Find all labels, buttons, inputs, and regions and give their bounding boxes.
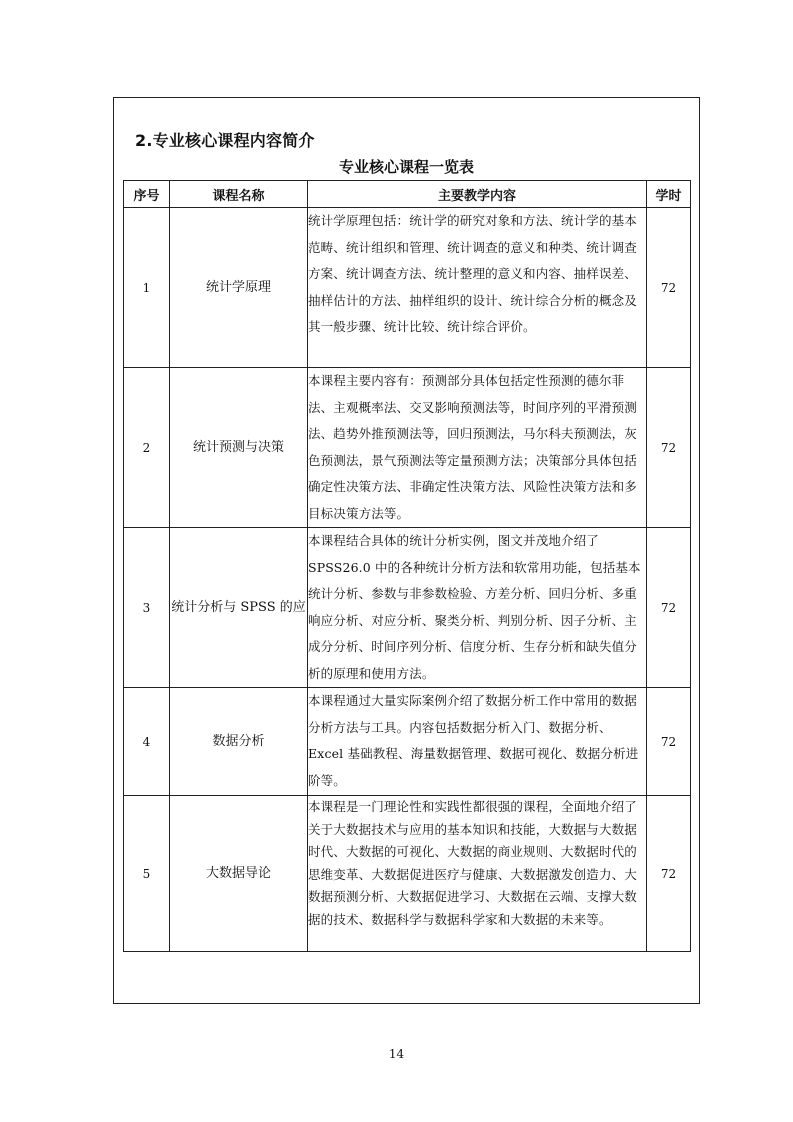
- course-content: 统计学原理包括：统计学的研究对象和方法、统计学的基本范畴、统计组织和管理、统计调查的意义和种类、统计调查方案、统计调查方法、统计整理的意义和内容、抽样误差、抽样估计的方法、抽样组织的设计、统计综合分析的概念及其一般步骤、统计比较、统计综合评价。: [308, 208, 647, 368]
- table-row: [124, 528, 691, 688]
- course-content: 本课程结合具体的统计分析实例，图文并茂地介绍了 SPSS26.0 中的各种统计分析方法和软常用功能，包括基本统计分析、参数与非参数检验、方差分析、回归分析、多重响应分析、对应分析、聚类分析、判别分析、因子分析、主成分分析、时间序列分析、信度分析、生存分析和缺失值分析的原理和使用方法。: [308, 528, 647, 688]
- course-name: 统计分析与 SPSS 的应: [170, 528, 308, 688]
- course-index: 3: [124, 528, 170, 688]
- core-courses-table: [123, 180, 691, 952]
- course-content: 本课程通过大量实际案例介绍了数据分析工作中常用的数据分析方法与工具。内容包括数据分析入门、数据分析、Excel 基础教程、海量数据管理、数据可视化、数据分析进阶等。: [308, 688, 647, 796]
- course-hours: 72: [647, 208, 691, 368]
- course-name: 大数据导论: [170, 796, 308, 952]
- course-index: 2: [124, 368, 170, 528]
- table-row: [124, 208, 691, 368]
- table-header-row: [124, 181, 691, 208]
- course-index: 1: [124, 208, 170, 368]
- column-header-content: 主要教学内容: [308, 181, 647, 208]
- table-row: [124, 796, 691, 952]
- course-name: 统计学原理: [170, 208, 308, 368]
- course-index: 4: [124, 688, 170, 796]
- column-header-hours: 学时: [647, 181, 691, 208]
- course-index: 5: [124, 796, 170, 952]
- course-content: 本课程是一门理论性和实践性都很强的课程，全面地介绍了关于大数据技术与应用的基本知识和技能，大数据与大数据时代、大数据的可视化、大数据的商业规则、大数据时代的思维变革、大数据促进医疗与健康、大数据激发创造力、大数据预测分析、大数据促进学习、大数据在云端、支撑大数据的技术、数据科学与数据科学家和大数据的未来等。: [308, 796, 647, 952]
- column-header-name: 课程名称: [170, 181, 308, 208]
- course-name: 统计预测与决策: [170, 368, 308, 528]
- course-hours: 72: [647, 688, 691, 796]
- column-header-index: 序号: [124, 181, 170, 208]
- course-hours: 72: [647, 796, 691, 952]
- table-row: [124, 688, 691, 796]
- course-hours: 72: [647, 368, 691, 528]
- course-hours: 72: [647, 528, 691, 688]
- section-heading: 2.专业核心课程内容简介: [135, 131, 315, 150]
- table-row: [124, 368, 691, 528]
- course-content: 本课程主要内容有：预测部分具体包括定性预测的德尔菲法、主观概率法、交叉影响预测法等，时间序列的平滑预测法、趋势外推预测法等，回归预测法，马尔科夫预测法，灰色预测法，景气预测法等定量预测方法；决策部分具体包括确定性决策方法、非确定性决策方法、风险性决策方法和多目标决策方法等。: [308, 368, 647, 528]
- table-caption: 专业核心课程一览表: [338, 158, 474, 176]
- page-number: 14: [388, 1047, 405, 1061]
- course-name: 数据分析: [170, 688, 308, 796]
